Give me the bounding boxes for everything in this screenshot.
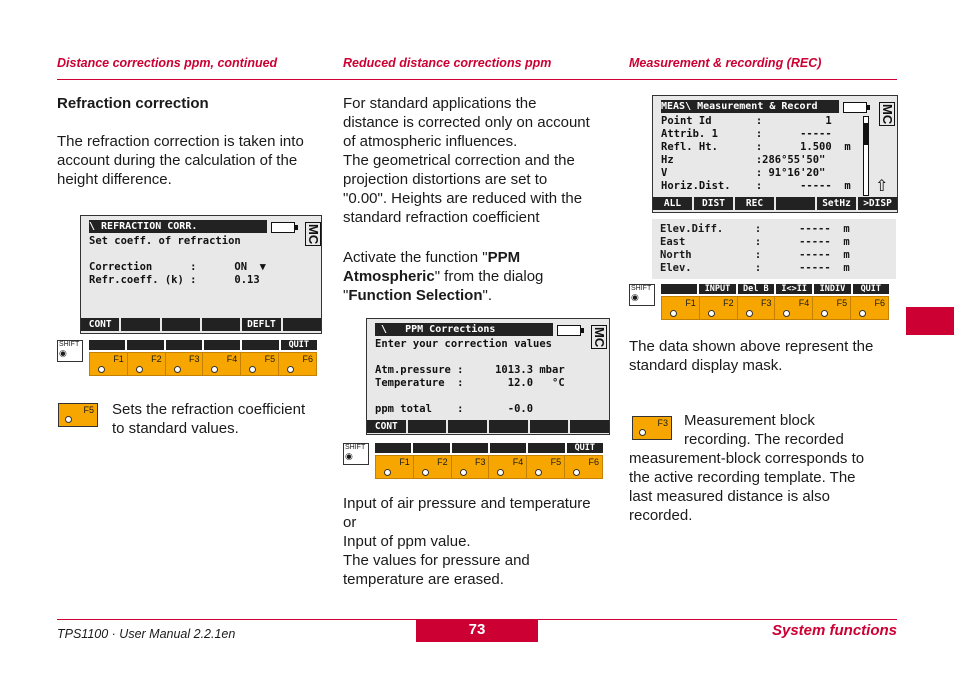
shift-arrow-icon: ⇧ <box>875 176 889 195</box>
lcd-row-ppm-total: ppm total : -0.0 <box>375 403 534 415</box>
softkey-disp[interactable]: >DISP <box>858 197 897 210</box>
f1-key[interactable]: F1 <box>662 297 700 319</box>
f4-key[interactable]: F4 <box>203 353 241 375</box>
softkey-bar <box>367 420 609 433</box>
lcd-title: MEAS\ Measurement & Record <box>661 100 839 113</box>
f-keys <box>89 352 317 376</box>
softkey-empty[interactable] <box>776 197 817 210</box>
f4-key[interactable]: F4 <box>775 297 813 319</box>
footer-chapter: System functions <box>771 622 897 639</box>
lcd-row-refl-ht[interactable]: Refl. Ht. : 1.500 m <box>661 141 851 153</box>
lcd-row-east: East : ----- m <box>660 236 850 248</box>
f5-key[interactable]: F5 <box>813 297 851 319</box>
section-header-col1: Distance corrections ppm, continued <box>57 56 278 70</box>
function-keyboard <box>343 443 605 479</box>
section-header-col3: Measurement & recording (REC) <box>629 56 822 70</box>
lcd-row-atm-pressure[interactable]: Atm.pressure : 1013.3 mbar <box>375 364 565 376</box>
lcd-row-refr-coeff: Refr.coeff. (k) : 0.13 <box>89 274 260 286</box>
mc-icon: MC <box>880 103 895 125</box>
refraction-heading: Refraction correction <box>57 95 209 112</box>
shift-key[interactable]: SHIFT ◉ <box>57 340 83 362</box>
lcd-title: \ PPM Corrections <box>375 323 553 336</box>
battery-icon <box>557 325 581 336</box>
f-keys <box>375 455 603 479</box>
activate-instructions: Activate the function "PPM Atmospheric" from the dialog "Function Selection". <box>343 249 544 304</box>
softkey-empty[interactable] <box>202 318 242 331</box>
del-b-label: Del B <box>738 284 776 294</box>
scrollbar-thumb[interactable] <box>864 123 868 145</box>
softkey-sethz[interactable]: SetHz <box>817 197 858 210</box>
lcd-title: \ REFRACTION CORR. <box>89 220 267 233</box>
page-number: 73 <box>416 620 538 642</box>
softkey-empty[interactable] <box>283 318 321 331</box>
scrollbar[interactable] <box>863 116 869 196</box>
lcd-row: Set coeff. of refraction <box>89 235 241 247</box>
f5-key[interactable]: F5 <box>527 456 565 478</box>
softkey-cont[interactable]: CONT <box>367 420 408 433</box>
softkey-all[interactable]: ALL <box>653 197 694 210</box>
lcd-row-v: V : 91°16'20" <box>661 167 826 179</box>
indiv-label: INDIV <box>814 284 852 294</box>
extended-display-rows <box>652 219 896 279</box>
function-keyboard <box>57 340 319 376</box>
f2-key[interactable]: F2 <box>700 297 738 319</box>
shifted-key-labels <box>375 443 603 453</box>
f5-key[interactable]: F5 <box>241 353 279 375</box>
softkey-empty[interactable] <box>570 420 609 433</box>
mc-icon: MC <box>306 223 321 245</box>
softkey-bar <box>81 318 321 331</box>
shift-key[interactable]: SHIFT ◉ <box>343 443 369 465</box>
f5-key-icon: F5 <box>58 403 98 427</box>
shifted-key-labels <box>89 340 317 350</box>
lcd-row-horiz-dist: Horiz.Dist. : ----- m <box>661 180 851 192</box>
lcd-row-correction: Correction : ON ▼ <box>89 261 267 273</box>
header-rule <box>57 79 897 80</box>
meas-record-lcd-screen <box>652 95 898 213</box>
f-keys <box>661 296 889 320</box>
lcd-row-elev: Elev. : ----- m <box>660 262 850 274</box>
f3-key[interactable]: F3 <box>738 297 776 319</box>
chapter-tab <box>906 307 954 335</box>
f1-key[interactable]: F1 <box>376 456 414 478</box>
softkey-dist[interactable]: DIST <box>694 197 735 210</box>
display-mask-note: The data shown above represent the standard display mask. <box>629 338 874 374</box>
f2-key[interactable]: F2 <box>128 353 166 375</box>
refraction-lcd-screen <box>80 215 322 334</box>
footer-manual: TPS1100 · User Manual 2.2.1en <box>57 627 236 641</box>
f6-key[interactable]: F6 <box>565 456 602 478</box>
f4-key[interactable]: F4 <box>489 456 527 478</box>
input-label: INPUT <box>699 284 737 294</box>
softkey-empty[interactable] <box>162 318 202 331</box>
mc-icon: MC <box>592 326 607 348</box>
battery-icon <box>271 222 295 233</box>
softkey-empty[interactable] <box>408 420 449 433</box>
f3-description-first: Measurement block recording. The recorded <box>684 412 844 448</box>
lcd-row-attrib[interactable]: Attrib. 1 : ----- <box>661 128 832 140</box>
section-header-col2: Reduced distance corrections ppm <box>343 56 552 70</box>
lcd-row-hz: Hz :286°55'50" <box>661 154 826 166</box>
lcd-row: Enter your correction values <box>375 338 553 350</box>
softkey-bar <box>653 197 897 210</box>
f1-key[interactable]: F1 <box>90 353 128 375</box>
f6-key[interactable]: F6 <box>851 297 888 319</box>
softkey-empty[interactable] <box>530 420 571 433</box>
input-paragraph: Input of air pressure and temperature or Input of ppm value. The values for pressure and temperature are erased. <box>343 495 591 588</box>
lcd-row-point-id[interactable]: Point Id : 1 <box>661 115 832 127</box>
ppm-lcd-screen <box>366 318 610 435</box>
softkey-empty[interactable] <box>121 318 161 331</box>
face-toggle-label: I<>II <box>776 284 814 294</box>
f3-key[interactable]: F3 <box>166 353 204 375</box>
softkey-empty[interactable] <box>489 420 530 433</box>
f5-description: Sets the refraction coefficient to standard values. <box>112 401 306 437</box>
f2-key[interactable]: F2 <box>414 456 452 478</box>
lcd-row-elev-diff: Elev.Diff. : ----- m <box>660 223 850 235</box>
shifted-key-labels <box>661 284 889 294</box>
f6-key[interactable]: F6 <box>279 353 316 375</box>
ppm-intro-paragraph: For standard applications the distance is corrected only on account of atmospheric influences. The geometrical correction and the projection distortions are set to "0.00". Heights are reduced with the standard refraction coefficient <box>343 95 590 226</box>
f3-key-icon: F3 <box>632 416 672 440</box>
f3-description-rest: measurement-block corresponds to the active recording template. The last measured distance is also recorded. <box>629 450 865 524</box>
softkey-cont[interactable]: CONT <box>81 318 121 331</box>
softkey-deflt[interactable]: DEFLT <box>242 318 282 331</box>
quit-label: QUIT <box>853 284 889 294</box>
shift-key[interactable]: SHIFT ◉ <box>629 284 655 306</box>
lcd-row-north: North : ----- m <box>660 249 850 261</box>
softkey-rec[interactable]: REC <box>735 197 776 210</box>
quit-label: QUIT <box>567 443 603 453</box>
refraction-paragraph: The refraction correction is taken into account during the calculation of the height difference. <box>57 133 304 188</box>
function-keyboard <box>629 284 891 320</box>
softkey-empty[interactable] <box>448 420 489 433</box>
lcd-row-temperature[interactable]: Temperature : 12.0 °C <box>375 377 565 389</box>
battery-icon <box>843 102 867 113</box>
f3-key[interactable]: F3 <box>452 456 490 478</box>
quit-label: QUIT <box>281 340 317 350</box>
